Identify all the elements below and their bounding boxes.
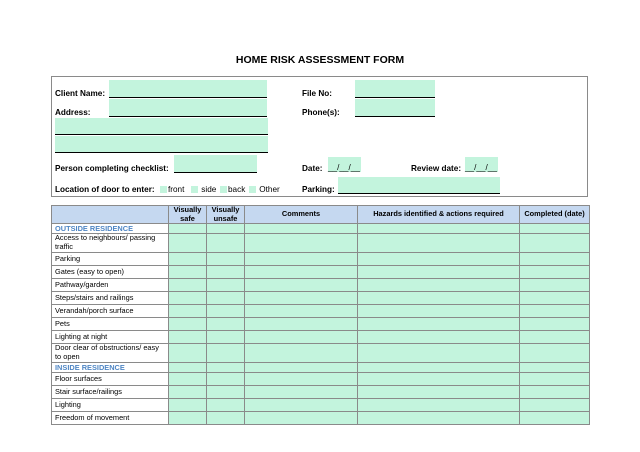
cell-hazards[interactable] — [358, 386, 520, 399]
header-comments: Comments — [245, 206, 358, 224]
table-body — [52, 224, 590, 425]
cell-hazards[interactable] — [358, 224, 520, 234]
cell-visually-unsafe[interactable] — [207, 253, 245, 266]
cell-visually-unsafe[interactable] — [207, 305, 245, 318]
parking-underline — [338, 193, 500, 194]
cell-visually-safe[interactable] — [169, 292, 207, 305]
cell-hazards[interactable] — [358, 399, 520, 412]
cell-comments[interactable] — [245, 266, 358, 279]
phone-field[interactable] — [355, 99, 435, 117]
address-field-line-1[interactable] — [109, 99, 267, 117]
section-row — [52, 224, 590, 234]
review-date-blank: __/__/__ — [465, 163, 497, 172]
cell-completed-date[interactable] — [520, 331, 590, 344]
cell-hazards[interactable] — [358, 412, 520, 425]
cell-hazards[interactable] — [358, 292, 520, 305]
table-row — [52, 253, 590, 266]
table-row — [52, 318, 590, 331]
file-no-label: File No: — [302, 89, 333, 98]
cell-visually-unsafe[interactable] — [207, 399, 245, 412]
checklist-item-label: Gates (easy to open) — [52, 266, 169, 279]
table-header-row — [52, 206, 590, 224]
cell-visually-unsafe[interactable] — [207, 412, 245, 425]
checklist-item-label: Lighting at night — [52, 331, 169, 344]
cell-visually-safe[interactable] — [169, 386, 207, 399]
address-underline-1 — [109, 116, 267, 117]
cell-completed-date[interactable] — [520, 318, 590, 331]
cell-hazards[interactable] — [358, 253, 520, 266]
table-row — [52, 266, 590, 279]
cell-visually-safe[interactable] — [169, 234, 207, 253]
checklist-item-label: Pathway/garden — [52, 279, 169, 292]
cell-visually-safe[interactable] — [169, 412, 207, 425]
cell-completed-date[interactable] — [520, 292, 590, 305]
cell-visually-unsafe[interactable] — [207, 331, 245, 344]
location-option-front[interactable]: front — [160, 185, 184, 194]
checklist-item-label: Door clear of obstructions/ easy to open — [52, 344, 169, 363]
person-completing-underline — [174, 172, 257, 173]
cell-comments[interactable] — [245, 331, 358, 344]
cell-completed-date[interactable] — [520, 412, 590, 425]
checklist-item-label: Pets — [52, 318, 169, 331]
checklist-item-label: Parking — [52, 253, 169, 266]
cell-hazards[interactable] — [358, 279, 520, 292]
cell-visually-unsafe[interactable] — [207, 266, 245, 279]
cell-comments[interactable] — [245, 292, 358, 305]
table-row — [52, 331, 590, 344]
phone-underline — [355, 116, 435, 117]
checklist-item-label: Steps/stairs and railings — [52, 292, 169, 305]
header-visually-safe: Visually safe — [169, 206, 207, 224]
checklist-item-label: Stair surface/railings — [52, 386, 169, 399]
date-blank: __/__/__ — [328, 163, 360, 172]
table-row — [52, 279, 590, 292]
section-row — [52, 363, 590, 373]
client-name-field[interactable] — [109, 80, 267, 98]
checklist-item-label: Verandah/porch surface — [52, 305, 169, 318]
cell-comments[interactable] — [245, 363, 358, 373]
table-row — [52, 373, 590, 386]
cell-visually-safe[interactable] — [169, 331, 207, 344]
cell-comments[interactable] — [245, 253, 358, 266]
page-title: HOME RISK ASSESSMENT FORM — [235, 54, 405, 66]
table-row — [52, 344, 590, 363]
cell-completed-date[interactable] — [520, 344, 590, 363]
table-row — [52, 399, 590, 412]
cell-comments[interactable] — [245, 344, 358, 363]
parking-label: Parking: — [302, 185, 335, 194]
cell-completed-date[interactable] — [520, 305, 590, 318]
cell-completed-date[interactable] — [520, 224, 590, 234]
file-no-underline — [355, 97, 435, 98]
parking-field[interactable] — [338, 177, 500, 194]
cell-hazards[interactable] — [358, 331, 520, 344]
cell-comments[interactable] — [245, 279, 358, 292]
section-label: OUTSIDE RESIDENCE — [52, 224, 169, 234]
cell-visually-safe[interactable] — [169, 373, 207, 386]
cell-visually-unsafe[interactable] — [207, 386, 245, 399]
cell-comments[interactable] — [245, 224, 358, 234]
cell-comments[interactable] — [245, 234, 358, 253]
table-row — [52, 386, 590, 399]
cell-comments[interactable] — [245, 318, 358, 331]
cell-hazards[interactable] — [358, 305, 520, 318]
cell-visually-safe[interactable] — [169, 279, 207, 292]
checklist-item-label: Floor surfaces — [52, 373, 169, 386]
cell-visually-safe[interactable] — [169, 266, 207, 279]
cell-comments[interactable] — [245, 386, 358, 399]
cell-visually-safe[interactable] — [169, 318, 207, 331]
cell-visually-unsafe[interactable] — [207, 318, 245, 331]
review-date-label: Review date: — [411, 164, 462, 173]
cell-visually-safe[interactable] — [169, 363, 207, 373]
cell-hazards[interactable] — [358, 363, 520, 373]
cell-visually-safe[interactable] — [169, 253, 207, 266]
address-field-line-2[interactable] — [55, 118, 268, 135]
header-completed-date: Completed (date) — [520, 206, 590, 224]
person-completing-label: Person completing checklist: — [55, 164, 169, 173]
address-label: Address: — [55, 108, 91, 117]
checklist-item-label: Lighting — [52, 399, 169, 412]
header-visually-unsafe: Visually unsafe — [207, 206, 245, 224]
cell-hazards[interactable] — [358, 234, 520, 253]
cell-visually-safe[interactable] — [169, 305, 207, 318]
checkbox-back[interactable] — [220, 186, 227, 193]
risk-checklist-table — [51, 205, 590, 425]
cell-completed-date[interactable] — [520, 399, 590, 412]
cell-visually-unsafe[interactable] — [207, 224, 245, 234]
cell-completed-date[interactable] — [520, 386, 590, 399]
header-item — [52, 206, 169, 224]
cell-hazards[interactable] — [358, 266, 520, 279]
cell-visually-unsafe[interactable] — [207, 279, 245, 292]
cell-completed-date[interactable] — [520, 373, 590, 386]
cell-visually-unsafe[interactable] — [207, 292, 245, 305]
cell-visually-unsafe[interactable] — [207, 234, 245, 253]
cell-comments[interactable] — [245, 305, 358, 318]
location-option-side[interactable]: side — [191, 185, 216, 194]
table-row — [52, 234, 590, 253]
header-hazards: Hazards identified & actions required — [358, 206, 520, 224]
cell-comments[interactable] — [245, 412, 358, 425]
file-no-field[interactable] — [355, 80, 435, 98]
location-label: Location of door to enter: — [55, 185, 155, 194]
checkbox-side[interactable] — [191, 186, 198, 193]
address-underline-3 — [55, 152, 268, 153]
cell-completed-date[interactable] — [520, 234, 590, 253]
cell-comments[interactable] — [245, 399, 358, 412]
client-name-underline — [109, 97, 267, 98]
address-field-line-3[interactable] — [55, 136, 268, 153]
checklist-item-label: Freedom of movement — [52, 412, 169, 425]
table-row — [52, 412, 590, 425]
cell-visually-safe[interactable] — [169, 399, 207, 412]
date-label: Date: — [302, 164, 323, 173]
cell-completed-date[interactable] — [520, 363, 590, 373]
cell-visually-unsafe[interactable] — [207, 373, 245, 386]
table-row — [52, 305, 590, 318]
checkbox-other[interactable] — [249, 186, 256, 193]
table-row — [52, 292, 590, 305]
client-name-label: Client Name: — [55, 89, 106, 98]
cell-visually-safe[interactable] — [169, 344, 207, 363]
cell-visually-unsafe[interactable] — [207, 363, 245, 373]
cell-visually-unsafe[interactable] — [207, 344, 245, 363]
cell-comments[interactable] — [245, 373, 358, 386]
phone-label: Phone(s): — [302, 108, 340, 117]
cell-hazards[interactable] — [358, 318, 520, 331]
checkbox-front[interactable] — [160, 186, 167, 193]
address-underline-2 — [55, 134, 268, 135]
cell-completed-date[interactable] — [520, 253, 590, 266]
section-label: INSIDE RESIDENCE — [52, 363, 169, 373]
cell-completed-date[interactable] — [520, 266, 590, 279]
cell-hazards[interactable] — [358, 373, 520, 386]
cell-completed-date[interactable] — [520, 279, 590, 292]
checklist-item-label: Access to neighbours/ passing traffic — [52, 234, 169, 253]
cell-visually-safe[interactable] — [169, 224, 207, 234]
location-option-back[interactable]: back — [220, 185, 245, 194]
person-completing-field[interactable] — [174, 155, 257, 173]
cell-hazards[interactable] — [358, 344, 520, 363]
location-option-other[interactable]: Other — [249, 185, 280, 194]
